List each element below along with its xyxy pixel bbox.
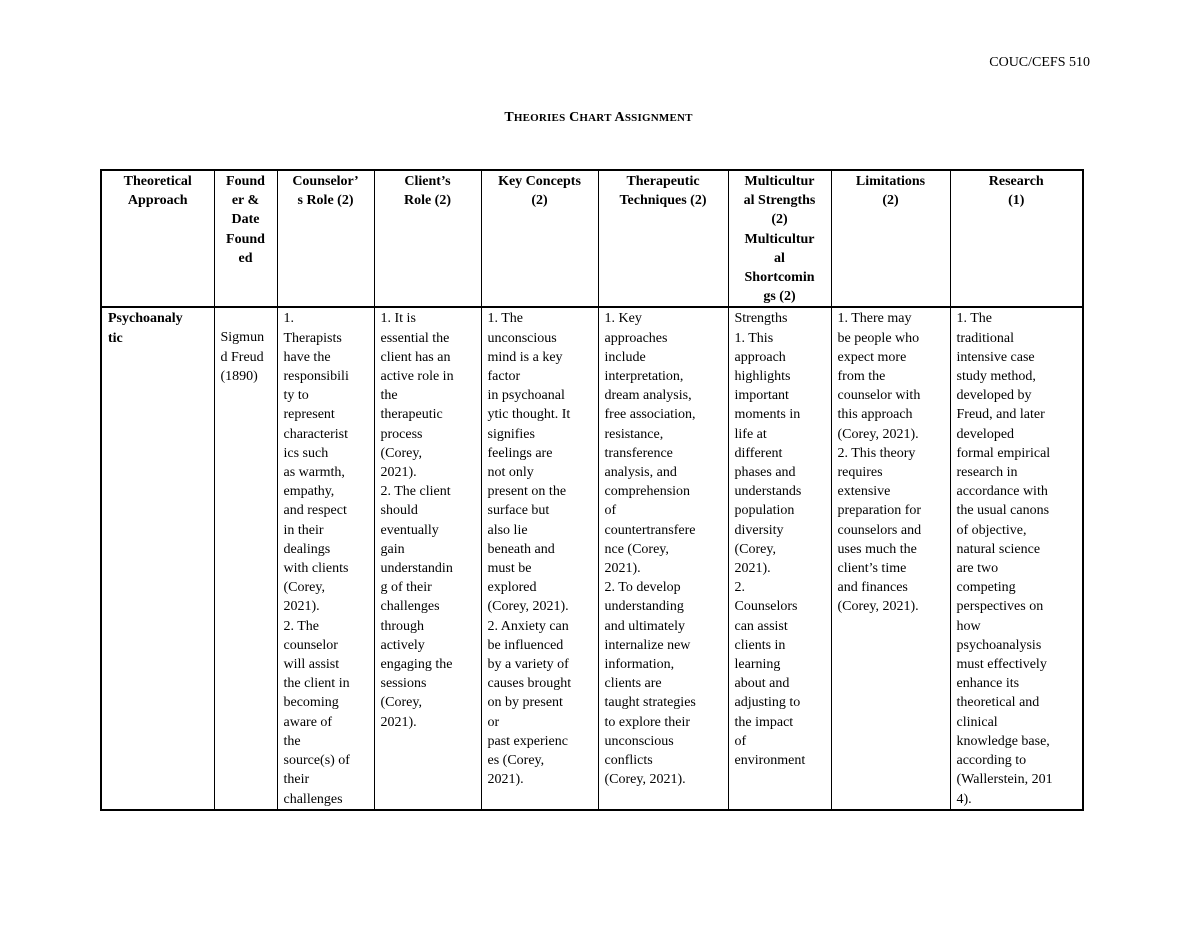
title-part-ssignment: SSIGNMENT [624,112,693,124]
cell-multicultural: Strengths 1. This approach highlights important moments in life at different phases and understands population diversity (Corey, 2021). 2. Counselors can assist clients in learning about and adjusting to the impact of environment [728,307,831,809]
header-cell-limitations: Limitations (2) [831,170,950,307]
course-code: COUC/CEFS 510 [989,55,1090,70]
header-cell-client-role: Client’s Role (2) [374,170,481,307]
title-letter-a: A [614,110,625,125]
table-header-row [101,170,1083,307]
cell-limitations: 1. There may be people who expect more from the counselor with this approach (Corey, 2021). 2. This theory requires extensive preparation for counselors and uses much the client’s time and finances (Corey, 2021). [831,307,950,809]
cell-founder: Sigmun d Freud (1890) [214,307,277,809]
header-cell-founder-date: Found er & Date Found ed [214,170,277,307]
header-cell-key-concepts: Key Concepts (2) [481,170,598,307]
header-cell-theoretical-approach: Theoretical Approach [101,170,214,307]
title-part-heories: HEORIES [513,112,566,124]
cell-techniques: 1. Key approaches include interpretation, dream analysis, free association, resistance, transference analysis, and comprehension of countertransfere nce (Corey, 2021). 2. To develop understanding and ultimately internalize new information, clients are taught strategies to explore their unconscious conflicts (Corey, 2021). [598,307,728,809]
cell-key-concepts: 1. The unconscious mind is a key factor in psychoanal ytic thought. It signifies feelings are not only present on the surface but also lie beneath and must be explored (Corey, 2021). 2. Anxiety can be influenced by a variety of causes brought on by present or past experienc es (Corey, 2021). [481,307,598,809]
cell-approach: Psychoanaly tic [101,307,214,809]
cell-research: 1. The traditional intensive case study method, developed by Freud, and later developed formal empirical research in accordance with the usual canons of objective, natural science are two competing perspectives on how psychoanalysis must effectively enhance its theoretical and clinical knowledge base, according to (Wallerstein, 201 4). [950,307,1083,809]
table-row [101,307,1083,809]
page-title [0,110,1197,126]
header-cell-counselor-role: Counselor’ s Role (2) [277,170,374,307]
title-part-hart: HART [579,112,612,124]
title-letter-c: C [569,110,580,125]
cell-client-role: 1. It is essential the client has an active role in the therapeutic process (Corey, 2021). 2. The client should eventually gain understandin g of their challenges through actively engaging the sessions (Corey, 2021). [374,307,481,809]
header-cell-research: Research (1) [950,170,1083,307]
header-cell-multicultural: Multicultur al Strengths (2) Multicultur al Shortcomin gs (2) [728,170,831,307]
cell-counselor-role: 1. Therapists have the responsibili ty to represent characterist ics such as warmth, empathy, and respect in their dealings with clients (Corey, 2021). 2. The counselor will assist the client in becoming aware of the source(s) of their challenges [277,307,374,809]
title-letter-t: T [504,110,514,125]
header-cell-therapeutic-techniques: Therapeutic Techniques (2) [598,170,728,307]
theories-chart-table [100,169,1084,811]
